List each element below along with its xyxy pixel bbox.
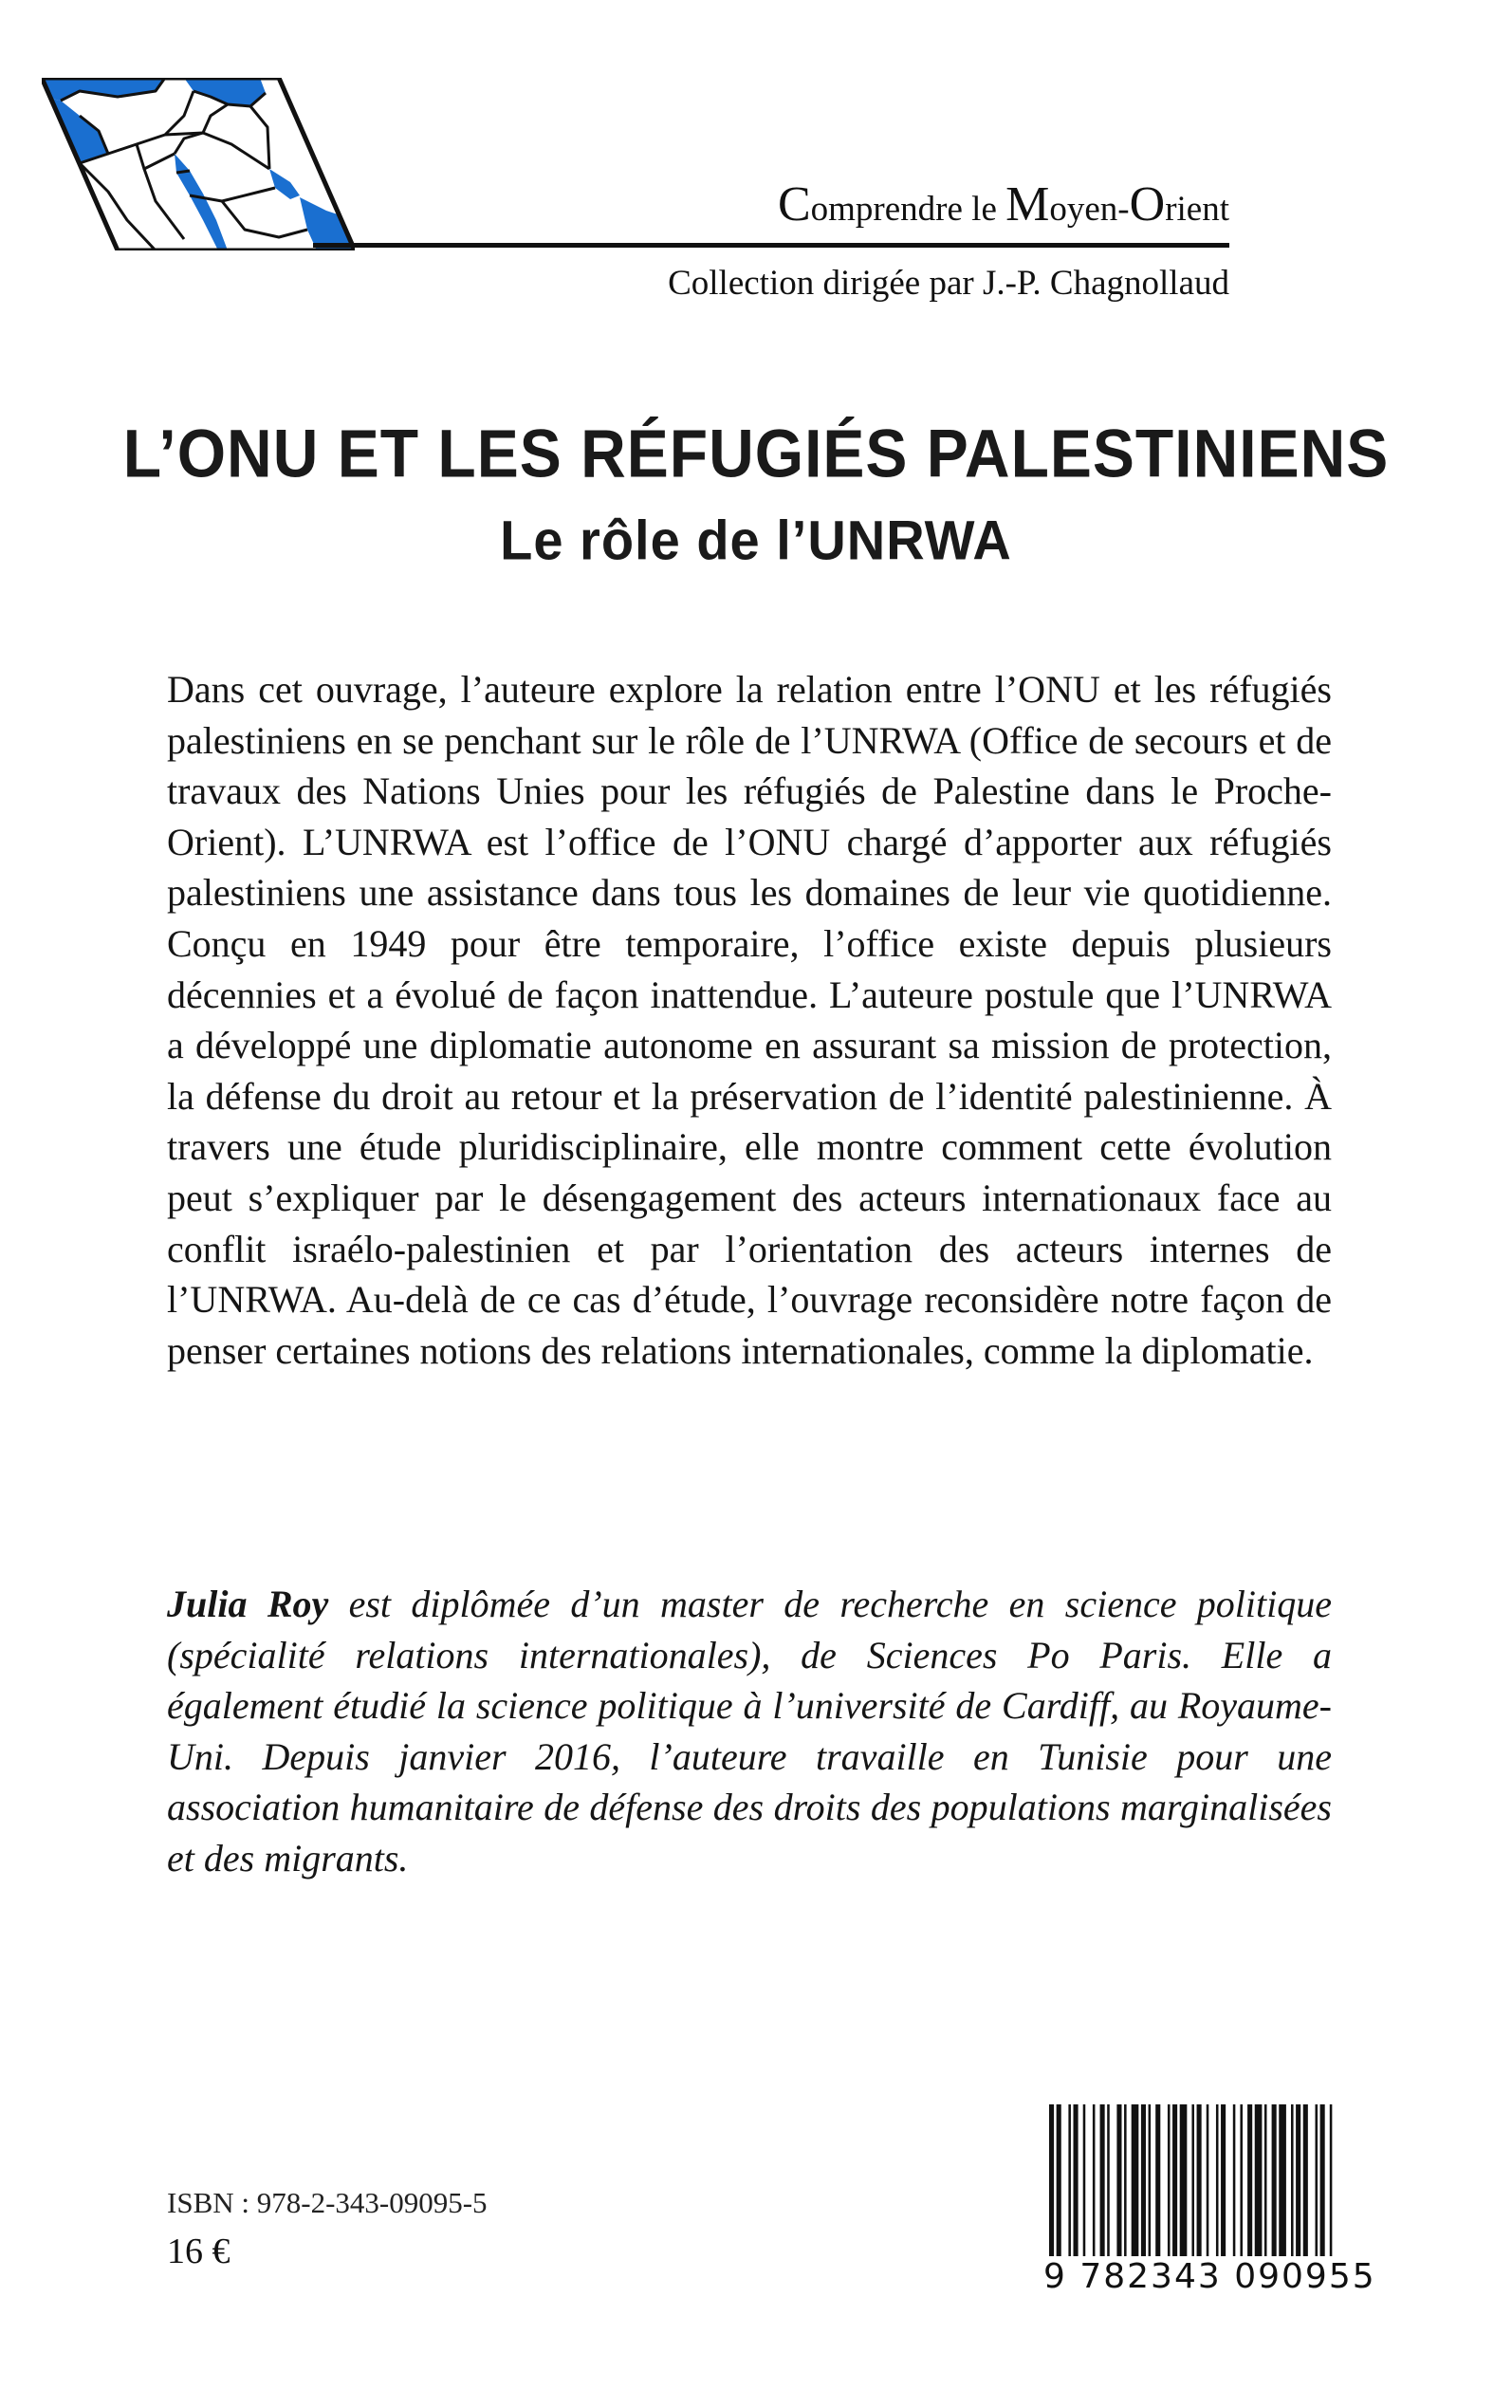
author-bio [167,1579,1332,1884]
series-logo [42,78,355,250]
author-name: Julia Roy [167,1583,329,1625]
author-bio-text: est diplômée d’un master de recherche en science politique (spécialité relations internationales), de Sciences Po Paris. Elle a également étudié la science politique à l’université de Cardiff, au Royaume-Uni. Depuis janvier 2016, l’auteure travaille en Tunisie pour une association humanitaire de défense des droits des populations marginalisées et des migrants. [167,1583,1333,1880]
isbn: ISBN : 978-2-343-09095-5 [167,2186,488,2219]
barcode-digits: 9 782343 090955 [1043,2257,1376,2296]
book-title: L’ONU ET LES RÉFUGIÉS PALESTINIENS [122,415,1390,491]
ean13-barcode-icon [1043,2104,1343,2256]
book-summary: Dans cet ouvrage, l’auteure explore la relation entre l’ONU et les réfugiés palestiniens en se penchant sur le rôle de l’UNRWA (Office de secours et de travaux des Nations Unies pour les réfugiés de Palestine dans le Proche-Orient). L’UNRWA est l’office de l’ONU chargé d’apporter aux réfugiés palestiniens une assistance dans tous les domaines de leur vie quotidienne. Conçu en 1949 pour être temporaire, l’office existe depuis plusieurs décennies et a évolué de façon inattendue. L’auteure postule que l’UNRWA a développé une diplomatie autonome en assurant sa mission de protection, la défense du droit au retour et la préservation de l’identité palestinienne. À travers une étude pluridisciplinaire, elle montre comment cette évolution peut s’expliquer par le désengagement des acteurs internationaux face au conflit israélo-palestinien et par l’orientation des acteurs internes de l’UNRWA. Au-delà de ce cas d’étude, l’ouvrage reconsidère notre façon de penser certaines notions des relations internationales, comme la diplomatie. [167,668,1332,1372]
price: 16 € [167,2232,230,2271]
series-divider [313,243,1229,248]
book-subtitle: Le rôle de l’UNRWA [500,508,1012,571]
series-name: Comprendre le Moyen-Orient [777,177,1229,232]
series-editor: Collection dirigée par J.-P. Chagnollaud [668,264,1229,303]
middle-east-map-icon [42,78,355,250]
